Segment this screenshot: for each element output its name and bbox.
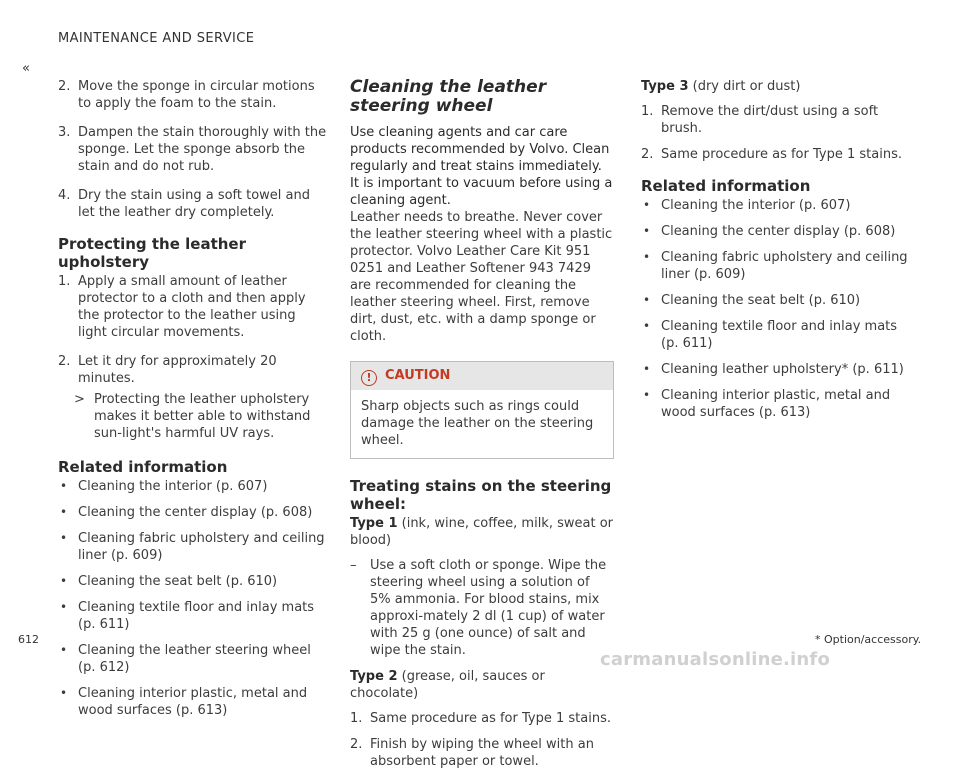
related-link[interactable]: • Cleaning the center display (p. 608): [60, 505, 313, 520]
step-item: 4. Dry the stain using a soft towel and let the leather dry completely.: [58, 188, 311, 220]
step-item: 1. Same procedure as for Type 1 stains.: [350, 711, 611, 726]
related-link[interactable]: • Cleaning textile floor and inlay mats (p. 611): [643, 319, 898, 351]
back-chevron-icon[interactable]: «: [22, 61, 27, 76]
related-link[interactable]: • Cleaning interior plastic, metal and wood surfaces (p. 613): [643, 388, 891, 420]
article-body: Leather needs to breathe. Never cover the leather steering wheel with a plastic protector. Volvo Leather Care Kit 951 0251 and Leather Softener 943 7429 are recommended for cleaning the leather steering wheel. First, remove dirt, dust, etc. with a damp sponge or cloth.: [350, 210, 613, 344]
stains-heading: Treating stains on the steering wheel:: [350, 477, 612, 513]
stain-type-1-instruction: – Use a soft cloth or sponge. Wipe the steering wheel using a solution of 5% ammonia. For blood stains, mix approxi-mately 2 dl (1 cup) of water with 25 g (one ounce) of salt and wipe the stain.: [350, 558, 607, 658]
step-item: 2. Finish by wiping the wheel with an absorbent paper or towel.: [350, 737, 594, 769]
related-link[interactable]: • Cleaning the leather steering wheel (p. 612): [60, 643, 311, 675]
step-item: 3. Dampen the stain thoroughly with the sponge. Let the sponge absorb the stain and do not rub.: [58, 125, 327, 174]
related-link[interactable]: • Cleaning the seat belt (p. 610): [643, 293, 861, 308]
caution-text: Sharp objects such as rings could damage the leather on the steering wheel.: [361, 399, 594, 448]
warning-icon: !: [361, 370, 377, 386]
stain-type-3: Type 3 (dry dirt or dust): [641, 79, 801, 94]
article-lead: Use cleaning agents and car care products recommended by Volvo. Clean regularly and treat stains immediately. It is important to vacuum before using a cleaning agent.: [350, 125, 613, 208]
column-2: [350, 78, 614, 782]
step-item: 1. Remove the dirt/dust using a soft brush.: [641, 104, 879, 136]
related-info-heading: Related information: [641, 177, 811, 195]
related-link[interactable]: • Cleaning textile floor and inlay mats (p. 611): [60, 600, 315, 632]
step-item: 2. Move the sponge in circular motions to apply the foam to the stain.: [58, 79, 315, 111]
step-item: 1. Apply a small amount of leather protector to a cloth and then apply the protector to the leather using light circular movements.: [58, 274, 306, 340]
section-heading-protecting: Protecting the leather upholstery: [58, 235, 246, 271]
related-link[interactable]: • Cleaning interior plastic, metal and wood surfaces (p. 613): [60, 686, 308, 718]
step-result: > Protecting the leather upholstery makes it better able to withstand sun-light's harmful UV rays.: [74, 392, 311, 441]
related-link[interactable]: • Cleaning the interior (p. 607): [60, 479, 268, 494]
caution-box: [350, 361, 614, 459]
related-link[interactable]: • Cleaning fabric upholstery and ceiling liner (p. 609): [643, 250, 908, 282]
column-1: [58, 78, 328, 728]
watermark: carmanualsonline.info: [600, 649, 831, 670]
caution-header: [351, 362, 613, 390]
related-link[interactable]: • Cleaning the interior (p. 607): [643, 198, 851, 213]
related-info-heading: Related information: [58, 458, 228, 476]
related-link[interactable]: • Cleaning the center display (p. 608): [643, 224, 896, 239]
step-item: 2. Let it dry for approximately 20 minutes. > Protecting the leather upholstery makes it better able to withstand sun-light's harmful UV rays.: [58, 353, 328, 442]
related-link[interactable]: • Cleaning the seat belt (p. 610): [60, 574, 278, 589]
stain-type-2: Type 2 (grease, oil, sauces or chocolate): [350, 669, 545, 701]
column-3: [641, 78, 911, 430]
footnote: * Option/accessory.: [815, 633, 922, 646]
page-number: 612: [18, 633, 39, 646]
related-link[interactable]: • Cleaning fabric upholstery and ceiling liner (p. 609): [60, 531, 325, 563]
article-title: Cleaning the leather steering wheel: [350, 77, 547, 116]
caution-label: CAUTION: [385, 368, 451, 383]
page-header: MAINTENANCE AND SERVICE: [58, 31, 255, 46]
related-link[interactable]: • Cleaning leather upholstery* (p. 611): [643, 362, 904, 377]
step-item: 2. Same procedure as for Type 1 stains.: [641, 147, 902, 162]
stain-type-1: Type 1 (ink, wine, coffee, milk, sweat or blood): [350, 516, 613, 548]
